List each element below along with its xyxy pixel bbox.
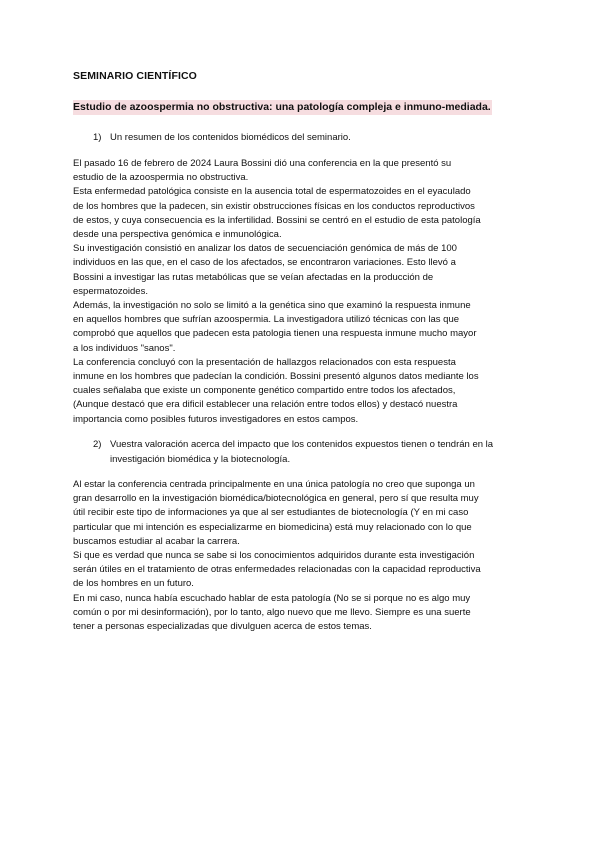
paragraph-line: importancia como posibles futuros investigadores en estos campos.	[73, 413, 359, 425]
paragraph-line: (Aunque destacó que era dificil establecer una relación entre todos ellos) y destacó nuestra	[73, 399, 458, 411]
paragraph-line: Además, la investigación no solo se limitó a la genética sino que examinó la respuesta inmune	[73, 300, 471, 312]
document-heading: SEMINARIO CIENTÍFICO	[73, 70, 197, 82]
paragraph-line: inmune en los hombres que padecían la condición. Bossini presentó algunos datos mediante los	[73, 371, 479, 383]
paragraph-line: Esta enfermedad patológica consiste en la ausencia total de espermatozoides en el eyaculado	[73, 186, 471, 198]
paragraph-line: de los hombres que la padecen, sin existir obstrucciones físicas en los conductos reproductivos	[73, 200, 475, 212]
paragraph-line: a los individuos "sanos".	[73, 342, 176, 354]
paragraph-line: En mi caso, nunca había escuchado hablar de esta patología (No se si porque no es algo muy	[73, 592, 471, 604]
paragraph-line: Al estar la conferencia centrada principalmente en una única patología no creo que suponga un	[73, 479, 475, 490]
paragraph-line: en aquellos hombres que sufrían azoospermia. La investigadora utilizó técnicas con las que	[73, 314, 460, 326]
paragraph-line: Si que es verdad que nunca se sabe si los conocimientos adquiridos durante esta investigación	[73, 550, 475, 562]
section-1-body	[73, 157, 481, 427]
question-1-text: Un resumen de los contenidos biomédicos del seminario.	[110, 132, 351, 143]
question-1-number: 1)	[93, 132, 102, 143]
paragraph-line: comprobó que aquellos que padecen esta patologia tienen una respuesta inmune mucho mayor	[73, 328, 477, 340]
paragraph-line: estudio de la azoospermia no obstructiva.	[73, 172, 249, 184]
paragraph-line: Bossini a investigar las rutas metabólicas que se veían afectadas en la producción de	[73, 271, 434, 283]
paragraph-line: espermatozoides.	[73, 285, 148, 297]
question-2-text: Vuestra valoración acerca del impacto que los contenidos expuestos tienen o tendrán en la investigación biomédica y la biotecnología.	[110, 439, 494, 465]
question-2	[93, 438, 530, 467]
paragraph-line: serán útiles en el tratamiento de otras enfermedades relacionadas con la capacidad reproductiva	[73, 564, 481, 576]
question-2-number: 2)	[93, 439, 102, 450]
paragraph-line: El pasado 16 de febrero de 2024 Laura Bossini dió una conferencia en la que presentó su	[73, 158, 452, 169]
section-2-body	[73, 478, 481, 634]
paragraph-line: individuos en las que, en el caso de los afectados, se encontraron variaciones. Esto llevó a	[73, 257, 456, 269]
paragraph-line: común o por mi desinformación), por lo tanto, algo nuevo que me llevo. Siempre es una suerte	[73, 606, 471, 618]
paragraph-line: La conferencia concluyó con la presentación de hallazgos relacionados con esta respuesta	[73, 356, 456, 368]
question-1	[93, 131, 530, 146]
paragraph-line: cuales señalaba que existe un componente genético compartido entre todos los afectados,	[73, 385, 456, 397]
paragraph-line: útil recibir este tipo de informaciones ya que al ser estudiantes de biotecnología (Y en mi caso	[73, 507, 469, 519]
document-subtitle: Estudio de azoospermia no obstructiva: una patología compleja e inmuno-mediada.	[73, 101, 491, 113]
paragraph-line: tener a personas especializadas que divulguen acerca de estos temas.	[73, 621, 372, 633]
paragraph-line: buscamos estudiar al acabar la carrera.	[73, 535, 240, 547]
paragraph-line: particular que mi intención es especializarme en biomedicina) está muy relacionado con lo que	[73, 521, 472, 533]
paragraph-line: de estos, y cuya consecuencia es la infertilidad. Bossini se centró en el estudio de esta patología	[73, 214, 481, 226]
paragraph-line: Su investigación consistió en analizar los datos de secuenciación genómica de más de 100	[73, 243, 457, 255]
paragraph-line: gran desarrollo en la investigación biomédica/biotecnológica en general, pero sí que resulta muy	[73, 493, 479, 505]
paragraph-line: de los hombres en un futuro.	[73, 578, 194, 590]
paragraph-line: desde una perspectiva genómica e inmunológica.	[73, 229, 282, 241]
